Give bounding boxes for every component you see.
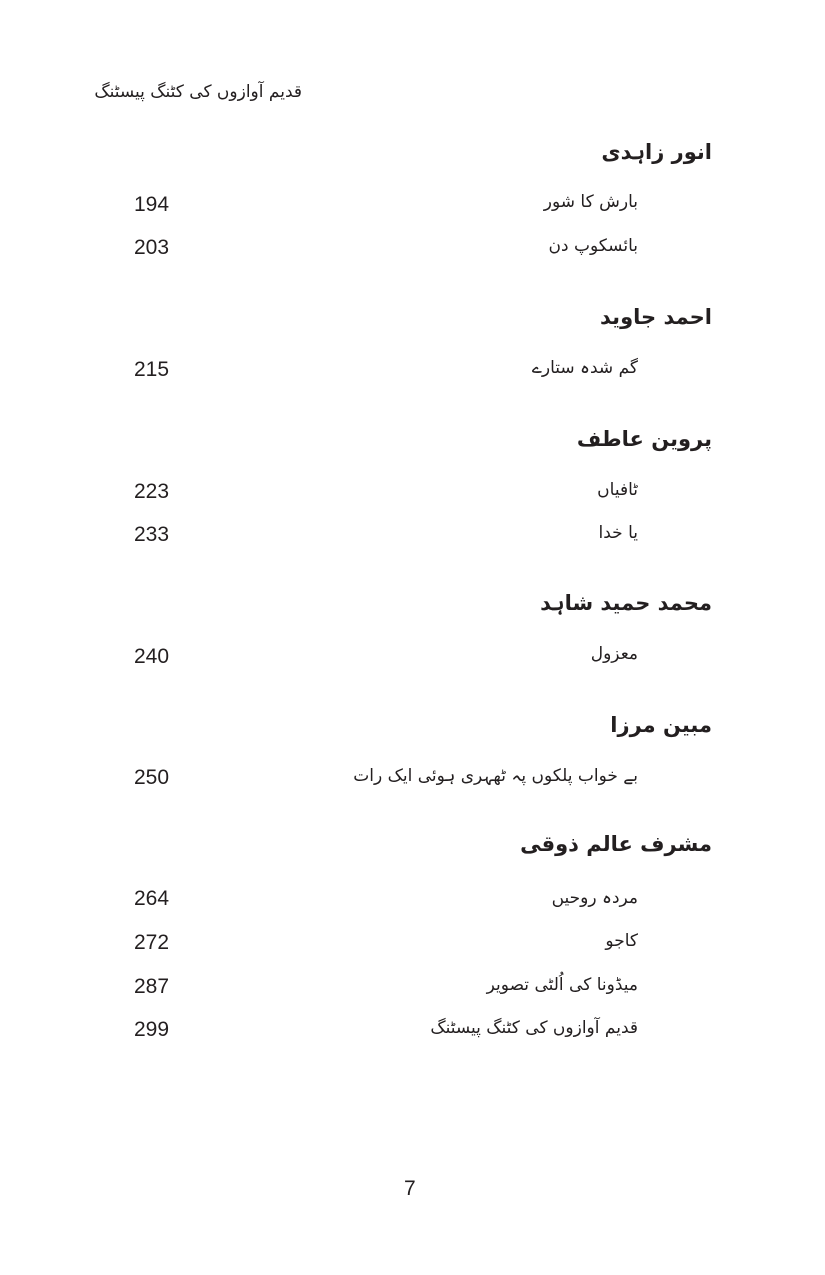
toc-entry-page: 240 bbox=[134, 645, 170, 668]
author-heading: مبین مرزا bbox=[610, 713, 712, 737]
author-heading: انور زاہدی bbox=[601, 140, 712, 164]
author-heading: محمد حمید شاہد bbox=[540, 591, 712, 615]
toc-entry-title: بائسکوپ دن bbox=[548, 236, 638, 256]
toc-entry-page: 264 bbox=[134, 887, 170, 910]
toc-entry-title: کاجو bbox=[605, 931, 638, 951]
toc-entry-page: 272 bbox=[134, 931, 170, 954]
toc-entry-page: 287 bbox=[134, 975, 170, 998]
toc-entry-page: 299 bbox=[134, 1018, 170, 1041]
toc-entry-title: یا خدا bbox=[598, 523, 638, 543]
author-heading: احمد جاوید bbox=[600, 305, 712, 329]
toc-entry-page: 223 bbox=[134, 480, 170, 503]
page-number: 7 bbox=[404, 1177, 416, 1200]
toc-entry-page: 250 bbox=[134, 766, 170, 789]
author-heading: پروین عاطف bbox=[576, 427, 712, 451]
running-head: قدیم آوازوں کی کٹنگ پیسٹنگ bbox=[94, 82, 302, 102]
toc-entry-title: مردہ روحیں bbox=[551, 888, 638, 908]
toc-entry-page: 194 bbox=[134, 193, 170, 216]
toc-entry-title: میڈونا کی اُلٹی تصویر bbox=[486, 975, 638, 995]
toc-entry-title: ٹافیاں bbox=[597, 480, 638, 500]
toc-entry-title: بے خواب پلکوں پہ ٹھہری ہوئی ایک رات bbox=[353, 766, 638, 786]
toc-entry-page: 233 bbox=[134, 523, 170, 546]
toc-entry-title: قدیم آوازوں کی کٹنگ پیسٹنگ bbox=[430, 1018, 638, 1038]
toc-entry-page: 215 bbox=[134, 358, 170, 381]
toc-entry-title: بارش کا شور bbox=[543, 192, 638, 212]
toc-entry-title: معزول bbox=[590, 644, 638, 664]
author-heading: مشرف عالم ذوقی bbox=[520, 832, 712, 856]
toc-entry-page: 203 bbox=[134, 236, 170, 259]
toc-entry-title: گم شدہ ستارے bbox=[531, 358, 638, 378]
